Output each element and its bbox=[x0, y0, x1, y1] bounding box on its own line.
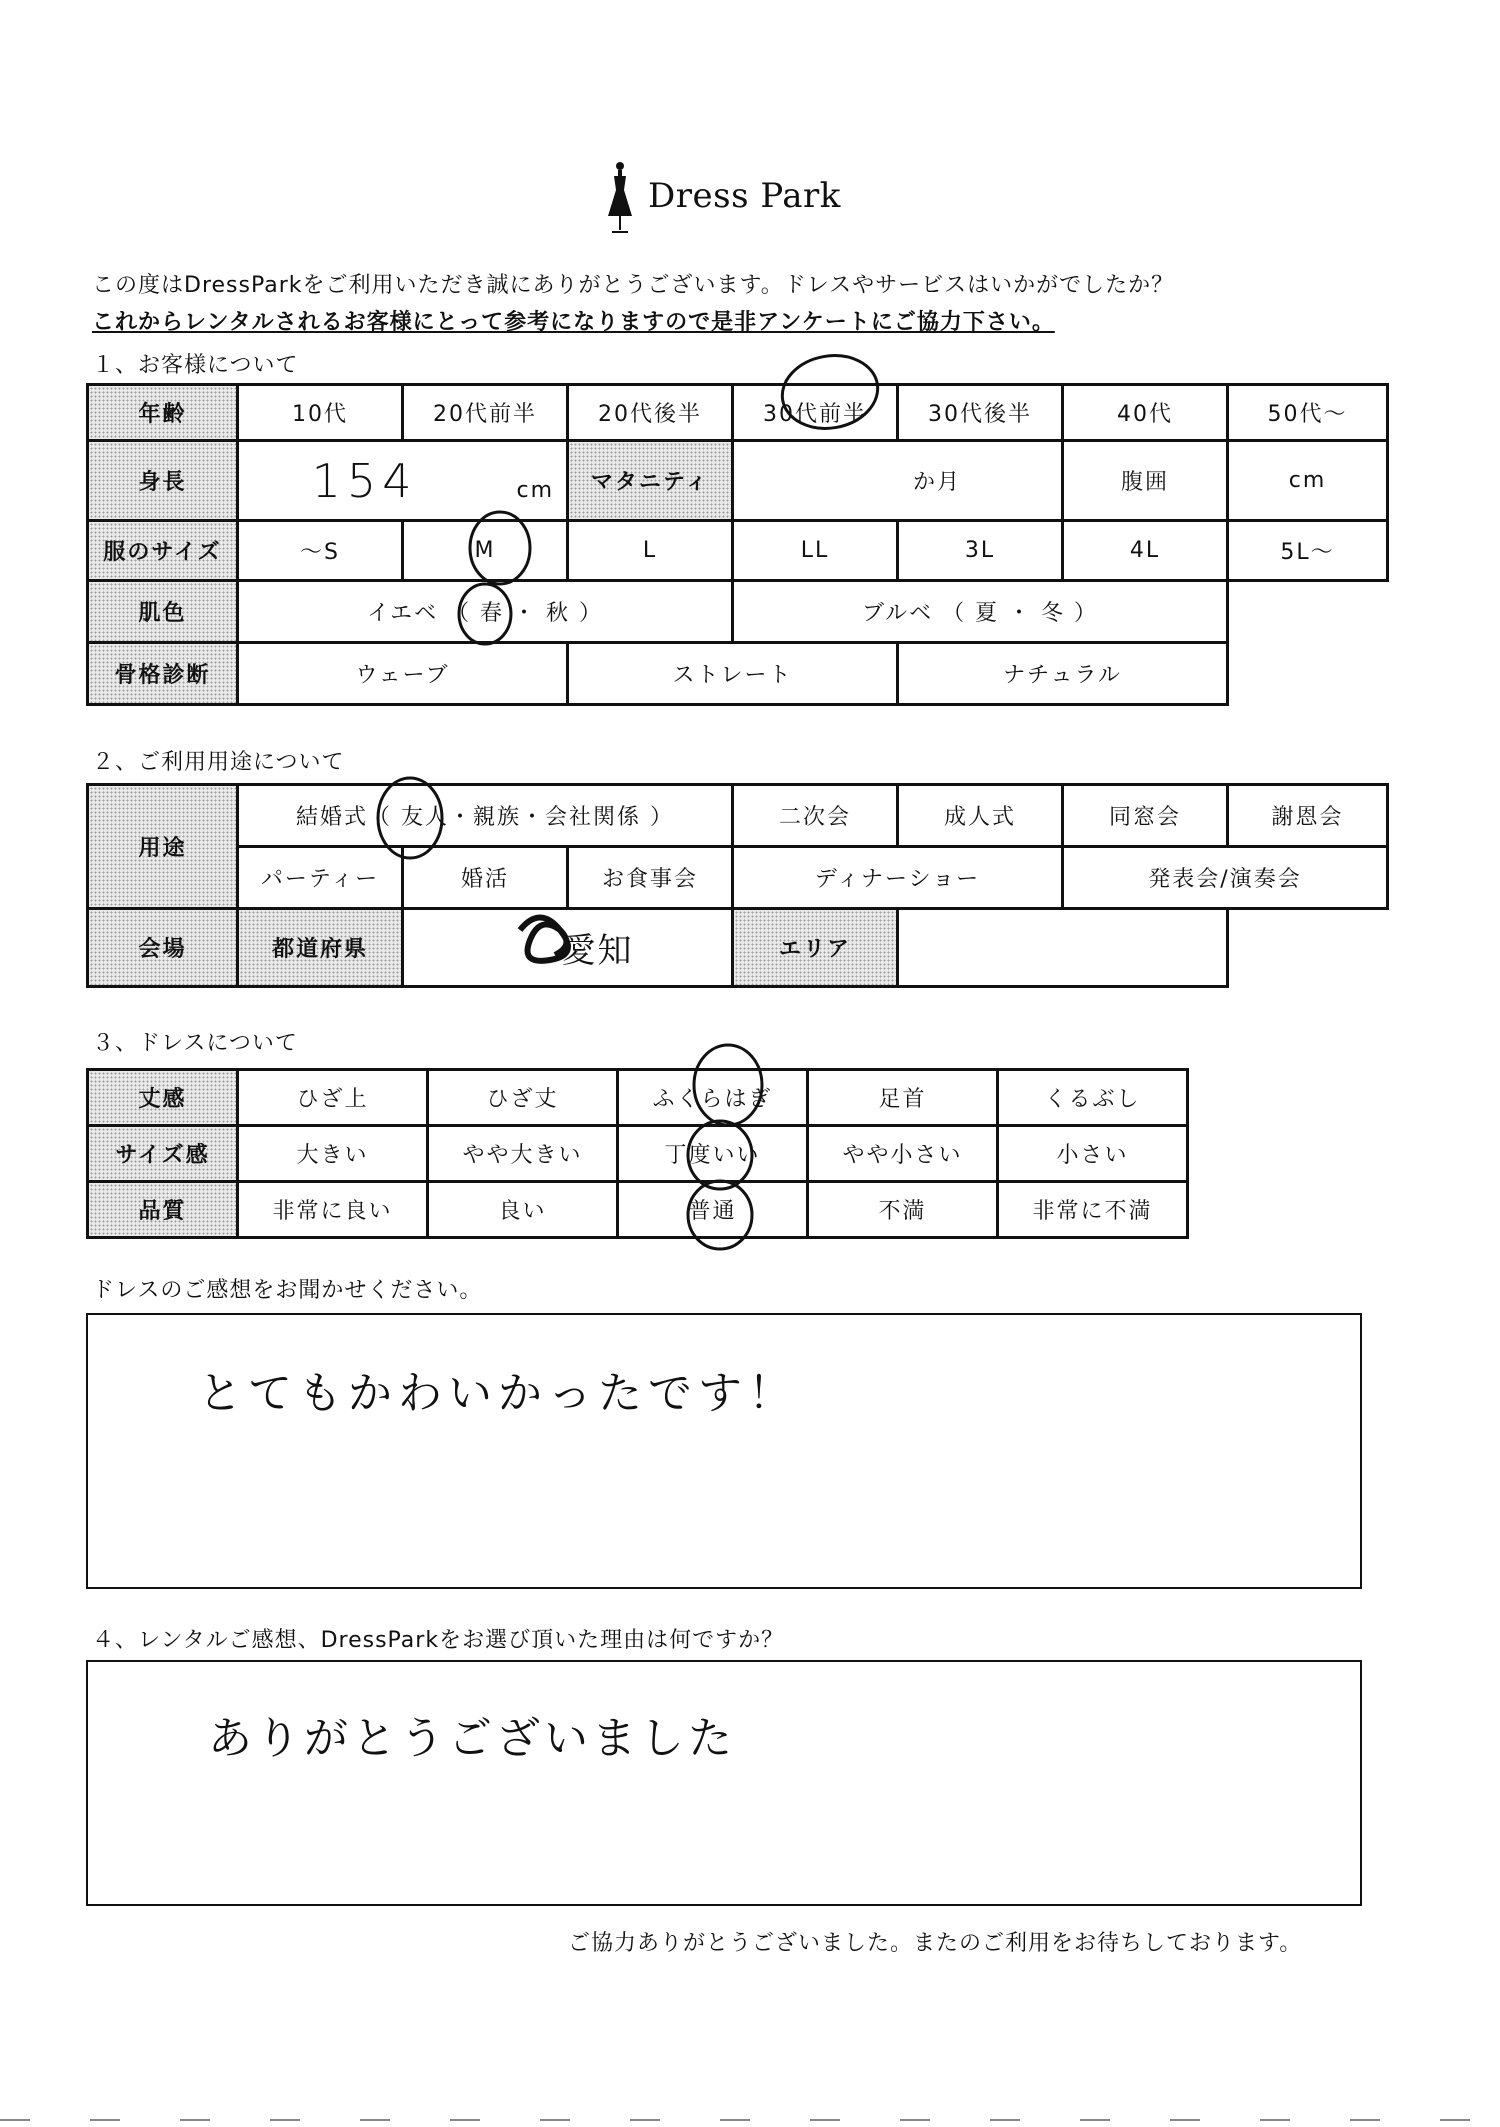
skeleton-option[interactable]: ストレート bbox=[568, 643, 898, 705]
dress-feedback-box[interactable] bbox=[86, 1313, 1362, 1589]
purpose-option[interactable]: 同窓会 bbox=[1063, 785, 1228, 847]
fit-option[interactable]: 大きい bbox=[238, 1126, 428, 1182]
section3-title: ３、ドレスについて bbox=[92, 1031, 298, 1056]
waist-unit[interactable]: cm bbox=[1228, 441, 1388, 521]
reason-box[interactable] bbox=[86, 1660, 1362, 1906]
fit-label: サイズ感 bbox=[88, 1126, 238, 1182]
height-field[interactable] bbox=[238, 441, 568, 521]
skin-label: 肌色 bbox=[88, 581, 238, 643]
quality-option[interactable]: 不満 bbox=[808, 1182, 998, 1238]
intro-line-2: これからレンタルされるお客様にとって参考になりますので是非アンケートにご協力下さい。 bbox=[92, 310, 1055, 335]
maternity-label: マタニティ bbox=[568, 441, 733, 521]
skeleton-option[interactable]: ナチュラル bbox=[898, 643, 1228, 705]
length-label: 丈感 bbox=[88, 1070, 238, 1126]
waist-label: 腹囲 bbox=[1063, 441, 1228, 521]
purpose-label: 用途 bbox=[88, 785, 238, 909]
closing-message: ご協力ありがとうございました。またのご利用をお待ちしております。 bbox=[568, 1931, 1303, 1956]
size-option[interactable]: 〜S bbox=[238, 521, 403, 581]
quality-option[interactable]: 良い bbox=[428, 1182, 618, 1238]
length-option[interactable]: ひざ丈 bbox=[428, 1070, 618, 1126]
logo-text: Dress Park bbox=[648, 176, 841, 216]
height-unit: cm bbox=[516, 477, 554, 503]
age-option[interactable]: 40代 bbox=[1063, 385, 1228, 441]
customer-table bbox=[86, 383, 1389, 706]
age-option[interactable]: 20代後半 bbox=[568, 385, 733, 441]
skeleton-option[interactable]: ウェーブ bbox=[238, 643, 568, 705]
length-option[interactable]: くるぶし bbox=[998, 1070, 1188, 1126]
venue-label: 会場 bbox=[88, 909, 238, 987]
quality-option[interactable]: 非常に不満 bbox=[998, 1182, 1188, 1238]
skeleton-label: 骨格診断 bbox=[88, 643, 238, 705]
age-option[interactable]: 20代前半 bbox=[403, 385, 568, 441]
quality-label: 品質 bbox=[88, 1182, 238, 1238]
age-option[interactable]: 50代〜 bbox=[1228, 385, 1388, 441]
size-option-selected[interactable]: M bbox=[403, 521, 568, 581]
size-label: 服のサイズ bbox=[88, 521, 238, 581]
age-label: 年齢 bbox=[88, 385, 238, 441]
section1-title: １、お客様について bbox=[92, 353, 299, 378]
length-option[interactable]: 足首 bbox=[808, 1070, 998, 1126]
prefecture-label: 都道府県 bbox=[238, 909, 403, 987]
purpose-option[interactable]: ディナーショー bbox=[733, 847, 1063, 909]
dress-icon bbox=[600, 160, 640, 240]
dress-table bbox=[86, 1068, 1189, 1239]
age-option[interactable]: 30代後半 bbox=[898, 385, 1063, 441]
height-label: 身長 bbox=[88, 441, 238, 521]
size-option[interactable]: LL bbox=[733, 521, 898, 581]
purpose-option[interactable]: 発表会/演奏会 bbox=[1063, 847, 1388, 909]
size-option[interactable]: 5L〜 bbox=[1228, 521, 1388, 581]
purpose-option[interactable]: お食事会 bbox=[568, 847, 733, 909]
fit-option[interactable]: やや小さい bbox=[808, 1126, 998, 1182]
purpose-option[interactable]: 成人式 bbox=[898, 785, 1063, 847]
reason-answer: ありがとうございました bbox=[208, 1713, 736, 1764]
prefecture-value: 愛知 bbox=[561, 931, 634, 971]
purpose-option[interactable]: パーティー bbox=[238, 847, 403, 909]
age-option-selected[interactable]: 30代前半 bbox=[733, 385, 898, 441]
dresspark-logo bbox=[600, 160, 860, 240]
fit-option[interactable]: 小さい bbox=[998, 1126, 1188, 1182]
quality-option-selected[interactable]: 普通 bbox=[618, 1182, 808, 1238]
size-option[interactable]: L bbox=[568, 521, 733, 581]
intro-line-1: この度はDressParkをご利用いただき誠にありがとうございます。ドレスやサービスはいかがでしたか？ bbox=[92, 273, 1175, 298]
dress-feedback-answer: とてもかわいかったです！ bbox=[198, 1368, 798, 1419]
size-option[interactable]: 4L bbox=[1063, 521, 1228, 581]
area-label: エリア bbox=[733, 909, 898, 987]
purpose-table bbox=[86, 783, 1389, 988]
size-option[interactable]: 3L bbox=[898, 521, 1063, 581]
purpose-option[interactable]: 婚活 bbox=[403, 847, 568, 909]
dress-feedback-title: ドレスのご感想をお聞かせください。 bbox=[92, 1278, 483, 1303]
maternity-months[interactable]: か月 bbox=[733, 441, 1063, 521]
length-option-selected[interactable]: ふくらはぎ bbox=[618, 1070, 808, 1126]
section4-title: ４、レンタルご感想、DressParkをお選び頂いた理由は何ですか？ bbox=[92, 1628, 785, 1653]
length-option[interactable]: ひざ上 bbox=[238, 1070, 428, 1126]
purpose-wedding[interactable]: 結婚式（ 友人・親族・会社関係 ） bbox=[238, 785, 733, 847]
skin-blue-option[interactable]: ブルベ （ 夏 ・ 冬 ） bbox=[733, 581, 1228, 643]
prefecture-field[interactable] bbox=[403, 909, 733, 987]
area-field[interactable] bbox=[898, 909, 1228, 987]
fit-option[interactable]: やや大きい bbox=[428, 1126, 618, 1182]
age-option[interactable]: 10代 bbox=[238, 385, 403, 441]
height-value: 154 bbox=[311, 453, 418, 508]
purpose-option[interactable]: 二次会 bbox=[733, 785, 898, 847]
purpose-option[interactable]: 謝恩会 bbox=[1228, 785, 1388, 847]
fit-option-selected[interactable]: 丁度いい bbox=[618, 1126, 808, 1182]
section2-title: ２、ご利用用途について bbox=[92, 750, 345, 775]
quality-option[interactable]: 非常に良い bbox=[238, 1182, 428, 1238]
skin-yellow-option[interactable]: イエベ （ 春 ・ 秋 ） bbox=[238, 581, 733, 643]
